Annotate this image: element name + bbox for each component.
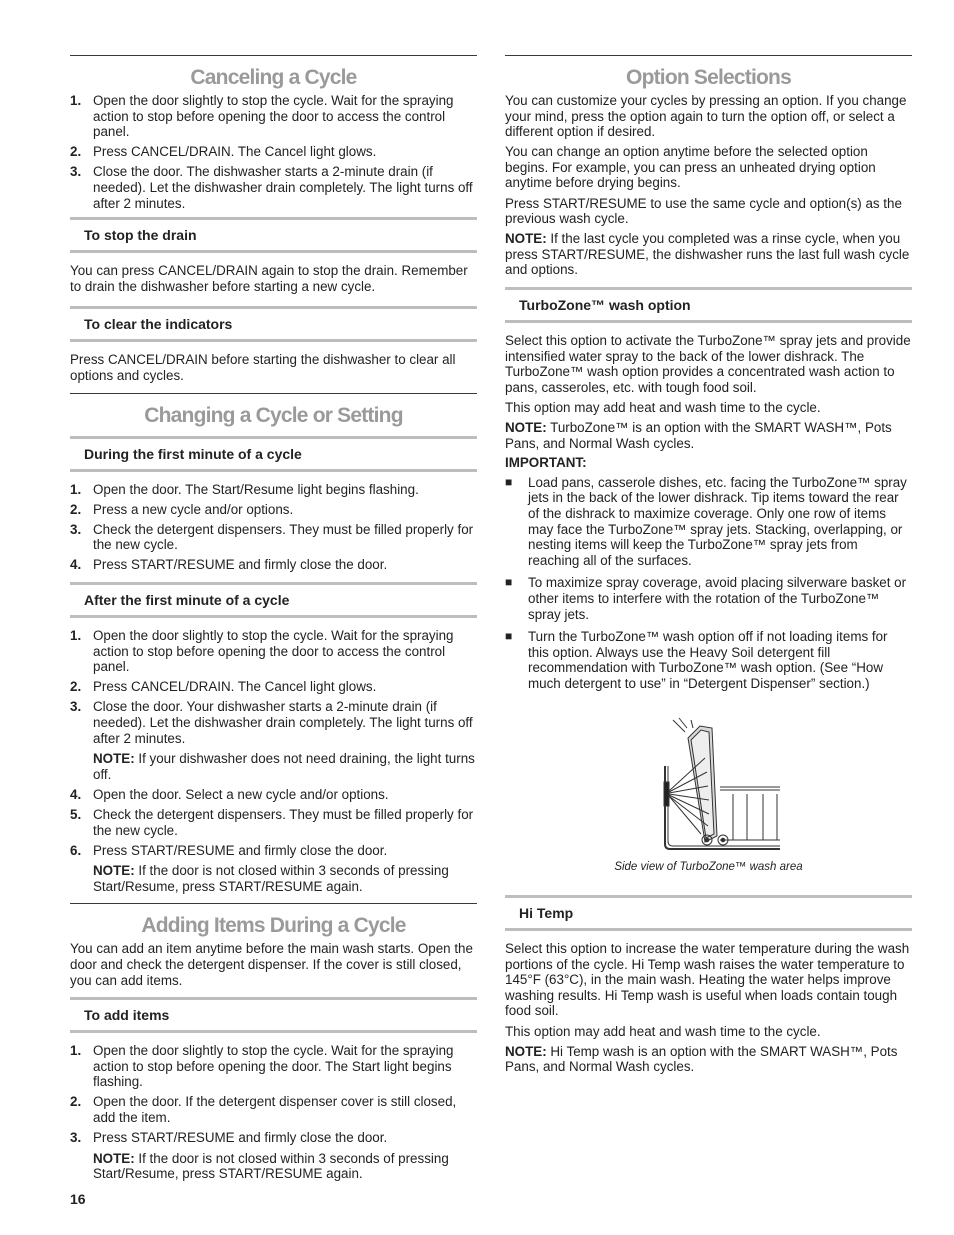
list-item: 6. Press START/RESUME and firmly close the door. NOTE: If the door is not closed within 3 seconds of pressing Start/Resume, press START/RESUME again. xyxy=(70,843,477,895)
note: NOTE: If the door is not closed within 3 seconds of pressing Start/Resume, press START/RESUME again. xyxy=(93,1150,449,1182)
list-item: 2. Open the door. If the detergent dispenser cover is still closed, add the item. xyxy=(70,1094,457,1126)
list-item: 1. Open the door slightly to stop the cycle. Wait for the spraying action to stop before opening the door to access the control panel. xyxy=(70,628,454,675)
section-divider xyxy=(70,903,477,904)
subheading-turbozone: TurboZone™ wash option xyxy=(505,287,912,323)
options-paragraph: You can customize your cycles by pressing an option. If you change your mind, press the option again to turn the option off, or select a different option if desired. xyxy=(505,93,907,140)
note: NOTE: If your dishwasher does not need draining, the light turns off. xyxy=(93,751,475,782)
stop-drain-text: You can press CANCEL/DRAIN again to stop the drain. Remember to drain the dishwasher before starting a new cycle. xyxy=(70,263,468,294)
section-divider xyxy=(70,393,477,394)
page-number: 16 xyxy=(70,1191,86,1207)
clear-indicators-text: Press CANCEL/DRAIN before starting the dishwasher to clear all options and cycles. xyxy=(70,352,456,383)
list-item: 1. Open the door slightly to stop the cycle. Wait for the spraying action to stop before opening the door. The Start light begins flashing. xyxy=(70,1043,454,1090)
subheading-hi-temp: Hi Temp xyxy=(505,895,912,931)
list-item: 2. Press a new cycle and/or options. xyxy=(70,501,294,517)
hi-temp-paragraph: This option may add heat and wash time to the cycle. xyxy=(505,1023,821,1039)
list-item: 1. Open the door slightly to stop the cycle. Wait for the spraying action to stop before opening the door to access the control panel. xyxy=(70,93,454,140)
list-item: ■ Turn the TurboZone™ wash option off if not loading items for this option. Always use the Heavy Soil detergent fill recommendation with TurboZone™ wash option. (See “How much detergent to use” in “Detergent Dispenser” section.) xyxy=(505,629,888,691)
section-title-changing: Changing a Cycle or Setting xyxy=(144,403,403,427)
turbozone-paragraph: Select this option to activate the TurboZone™ spray jets and provide intensified water spray to the back of the lower dishrack. The TurboZone™ wash option provides a concentrated wash action to pans, casseroles, etc. with tough food soil. xyxy=(505,333,911,395)
subheading-stop-drain: To stop the drain xyxy=(70,217,477,253)
list-item: 5. Check the detergent dispensers. They must be filled properly for the new cycle. xyxy=(70,806,474,838)
options-paragraph: You can change an option anytime before the selected option begins. For example, you can press an unheated drying option anytime before drying begins. xyxy=(505,144,876,191)
subheading-after-first-minute: After the first minute of a cycle xyxy=(70,582,477,618)
hi-temp-note: NOTE: Hi Temp wash is an option with the SMART WASH™, Pots Pans, and Normal Wash cycles. xyxy=(505,1043,898,1075)
subheading-first-minute: During the first minute of a cycle xyxy=(70,436,477,472)
options-paragraph: Press START/RESUME to use the same cycle and option(s) as the previous wash cycle. xyxy=(505,195,902,227)
list-item: 3. Close the door. The dishwasher starts a 2-minute drain (if needed). Let the dishwasher drain completely. The light turns off after 2 minutes. xyxy=(70,164,473,211)
canceling-steps xyxy=(70,93,477,211)
after-first-minute-steps xyxy=(70,628,477,894)
section-title-adding: Adding Items During a Cycle xyxy=(141,914,406,938)
subheading-add-items: To add items xyxy=(70,997,477,1033)
list-item: 3. Close the door. Your dishwasher starts a 2-minute drain (if needed). Let the dishwasher drain completely. The light turns off after 2 minutes. NOTE: If your dishwasher does not need draining, the light turns off. xyxy=(70,699,477,782)
hi-temp-paragraph: Select this option to increase the water temperature during the wash portions of the cycle. Hi Temp wash raises the water temperature to 145°F (63°C), in the main wash. Heating the water helps improve washing results. Hi Temp wash is useful when loads contain tough food soil. xyxy=(505,941,910,1019)
turbozone-illustration xyxy=(505,716,912,856)
subheading-clear-indicators: To clear the indicators xyxy=(70,306,477,342)
note: NOTE: If the door is not closed within 3 seconds of pressing Start/Resume, press START/RESUME again. xyxy=(93,863,449,894)
left-column xyxy=(70,55,477,1186)
section-title-option-selections: Option Selections xyxy=(626,66,791,89)
square-bullet-icon: ■ xyxy=(505,474,513,489)
list-item: 2. Press CANCEL/DRAIN. The Cancel light glows. xyxy=(70,679,377,695)
dishwasher-side-view-illustration xyxy=(505,716,912,856)
turbozone-note: NOTE: TurboZone™ is an option with the SMART WASH™, Pots Pans, and Normal Wash cycles. xyxy=(505,420,892,451)
important-label: IMPORTANT: xyxy=(505,455,587,471)
section-title-canceling: Canceling a Cycle xyxy=(190,66,357,89)
list-item: 3. Check the detergent dispensers. They must be filled properly for the new cycle. xyxy=(70,521,474,553)
list-item: 3. Press START/RESUME and firmly close the door. NOTE: If the door is not closed within 3 seconds of pressing Start/Resume, press START/RESUME again. xyxy=(70,1130,477,1182)
list-item: ■ To maximize spray coverage, avoid placing silverware basket or other items to interfere with the rotation of the TurboZone™ spray jets. xyxy=(505,575,907,622)
list-item: 4. Open the door. Select a new cycle and/or options. xyxy=(70,786,389,802)
top-rule xyxy=(505,55,912,56)
turbozone-paragraph: This option may add heat and wash time to the cycle. xyxy=(505,399,821,415)
first-minute-steps xyxy=(70,482,477,573)
right-column xyxy=(505,55,912,1075)
add-items-steps xyxy=(70,1043,477,1182)
top-rule xyxy=(70,55,477,56)
illustration-caption: Side view of TurboZone™ wash area xyxy=(614,860,803,873)
square-bullet-icon: ■ xyxy=(505,575,513,590)
list-item: ■ Load pans, casserole dishes, etc. facing the TurboZone™ spray jets in the back of the lower dishrack. Tip items toward the rear of the dishrack to maximize coverage. Only one row of items may face the TurboZone™ spray jets. Stacking, overlapping, or nesting items will keep the TurboZone™ spray jets from reaching all of the surfaces. xyxy=(505,474,907,568)
list-item: 1. Open the door. The Start/Resume light begins flashing. xyxy=(70,481,419,497)
list-item: 2. Press CANCEL/DRAIN. The Cancel light glows. xyxy=(70,144,377,160)
important-bullets xyxy=(505,475,912,692)
square-bullet-icon: ■ xyxy=(505,629,513,644)
adding-intro: You can add an item anytime before the main wash starts. Open the door and check the detergent dispenser. If the cover is still closed, you can add items. xyxy=(70,941,473,988)
list-item: 4. Press START/RESUME and firmly close the door. xyxy=(70,557,388,573)
options-note: NOTE: If the last cycle you completed was a rinse cycle, when you press START/RESUME, the dishwasher runs the last full wash cycle and options. xyxy=(505,231,910,278)
